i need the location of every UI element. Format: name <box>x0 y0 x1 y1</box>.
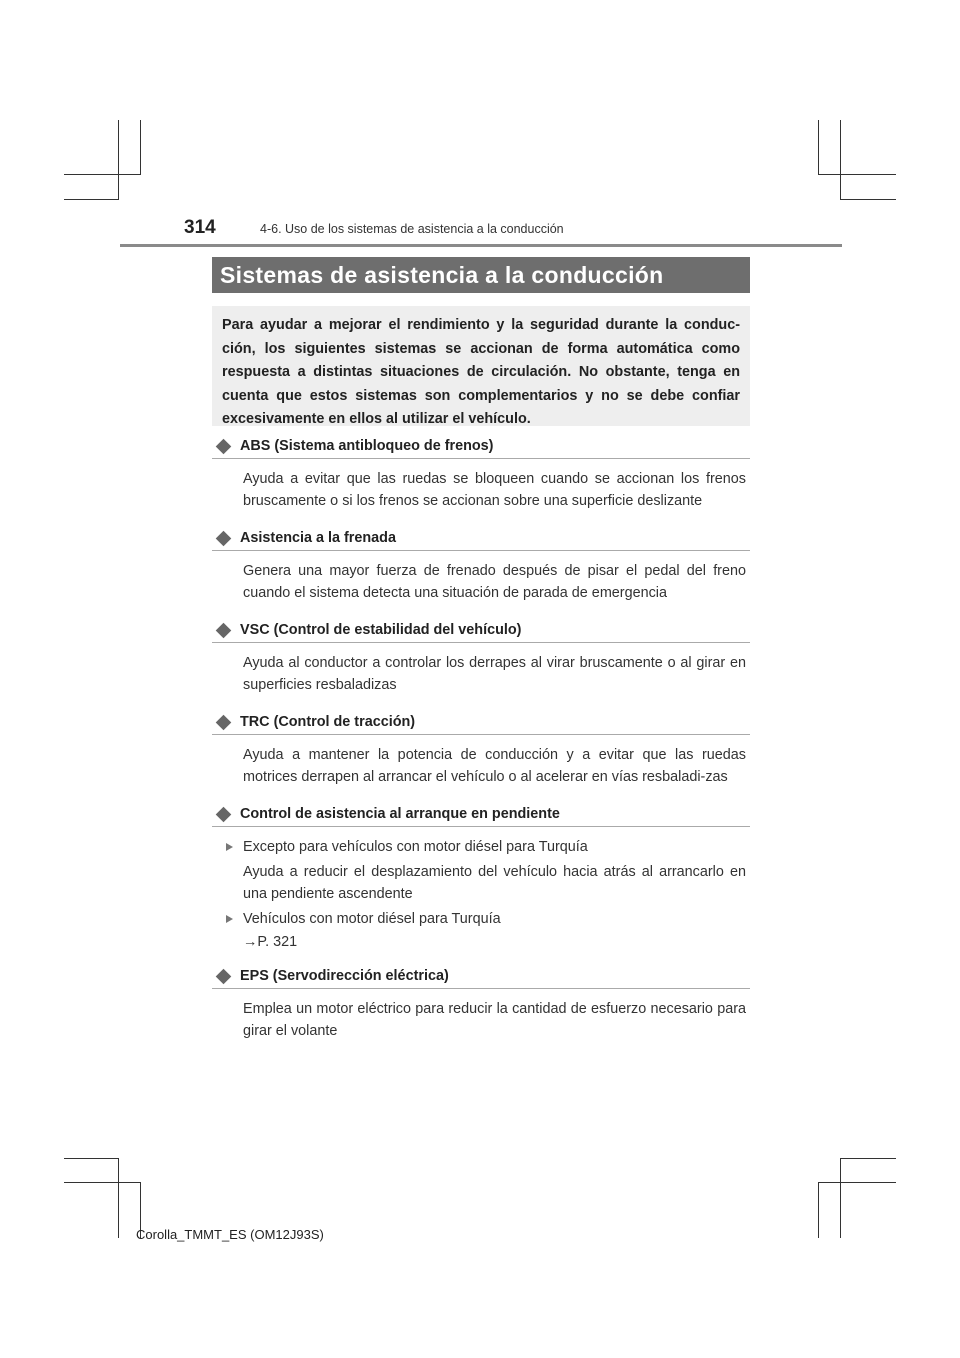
section-heading-text: Asistencia a la frenada <box>240 530 396 546</box>
crop-mark <box>818 1182 819 1238</box>
crop-mark <box>818 120 819 174</box>
page-reference-link[interactable]: →P. 321 <box>243 934 298 950</box>
diamond-bullet-icon <box>216 968 232 984</box>
section-body: Ayuda al conductor a controlar los derrapes al virar bruscamente o al girar en superficies resbaladizas <box>243 655 746 693</box>
sub-item <box>226 911 750 927</box>
section-body: Ayuda a reducir el desplazamiento del vehículo hacia atrás al arrancarlo en una pendiente ascendente <box>243 864 746 902</box>
section-trc <box>212 714 750 788</box>
triangle-bullet-icon <box>226 843 233 851</box>
section-eps <box>212 968 750 1042</box>
footer-doc-code: Corolla_TMMT_ES (OM12J93S) <box>136 1227 324 1242</box>
section-brake-assist <box>212 530 750 604</box>
crop-mark <box>140 120 141 174</box>
section-heading-text: VSC (Control de estabilidad del vehículo) <box>240 622 522 638</box>
sub-item-text: Vehículos con motor diésel para Turquía <box>243 911 501 927</box>
sub-item-text: Excepto para vehículos con motor diésel para Turquía <box>243 839 588 855</box>
crop-mark <box>818 1182 896 1183</box>
section-heading-text: EPS (Servodirección eléctrica) <box>240 968 449 984</box>
section-heading-text: TRC (Control de tracción) <box>240 714 416 730</box>
section-abs <box>212 438 750 512</box>
section-body: Genera una mayor fuerza de frenado después de pisar el pedal del freno cuando el sistema detecta una situación de parada de emergencia <box>243 563 746 601</box>
diamond-bullet-icon <box>216 438 232 454</box>
crop-mark <box>64 1182 141 1183</box>
page-number: 314 <box>184 217 216 238</box>
crop-mark <box>840 120 841 200</box>
header-divider <box>120 244 842 247</box>
section-heading <box>212 530 750 551</box>
crop-mark <box>818 174 896 175</box>
triangle-bullet-icon <box>226 915 233 923</box>
diamond-bullet-icon <box>216 530 232 546</box>
section-heading-text: Control de asistencia al arranque en pendiente <box>240 806 560 822</box>
diamond-bullet-icon <box>216 806 232 822</box>
sub-item <box>226 839 750 855</box>
crop-mark <box>64 174 141 175</box>
section-body: Emplea un motor eléctrico para reducir la cantidad de esfuerzo necesario para girar el volante <box>243 1001 746 1039</box>
crop-mark <box>118 120 119 200</box>
page-title: Sistemas de asistencia a la conducción <box>212 257 750 293</box>
diamond-bullet-icon <box>216 622 232 638</box>
section-reference: 4-6. Uso de los sistemas de asistencia a la conducción <box>260 222 564 236</box>
section-body: Ayuda a evitar que las ruedas se bloqueen cuando se accionan los frenos bruscamente o si los frenos se accionan sobre una superficie deslizante <box>243 471 746 509</box>
crop-mark <box>840 1158 896 1159</box>
crop-mark <box>840 1158 841 1238</box>
section-heading <box>212 714 750 735</box>
intro-box: Para ayudar a mejorar el rendimiento y la seguridad durante la conduc-ción, los siguientes sistemas se accionan de forma automática como respuesta a distintas situaciones de circulación. No obstante, tenga en cuenta que estos sistemas son complementarios y no se debe confiar excesivamente en ellos al utilizar el vehículo. <box>212 306 750 426</box>
crop-mark <box>64 199 119 200</box>
diamond-bullet-icon <box>216 714 232 730</box>
section-hill-start <box>212 806 750 950</box>
section-heading <box>212 438 750 459</box>
section-heading <box>212 806 750 827</box>
section-body: Ayuda a mantener la potencia de conducción y a evitar que las ruedas motrices derrapen al arrancar el vehículo o al acelerar en vías resbaladi-zas <box>243 747 746 785</box>
crop-mark <box>118 1158 119 1238</box>
section-heading-text: ABS (Sistema antibloqueo de frenos) <box>240 438 494 454</box>
section-heading <box>212 622 750 643</box>
section-heading <box>212 968 750 989</box>
section-vsc <box>212 622 750 696</box>
crop-mark <box>64 1158 119 1159</box>
crop-mark <box>840 199 896 200</box>
content <box>212 438 750 1060</box>
